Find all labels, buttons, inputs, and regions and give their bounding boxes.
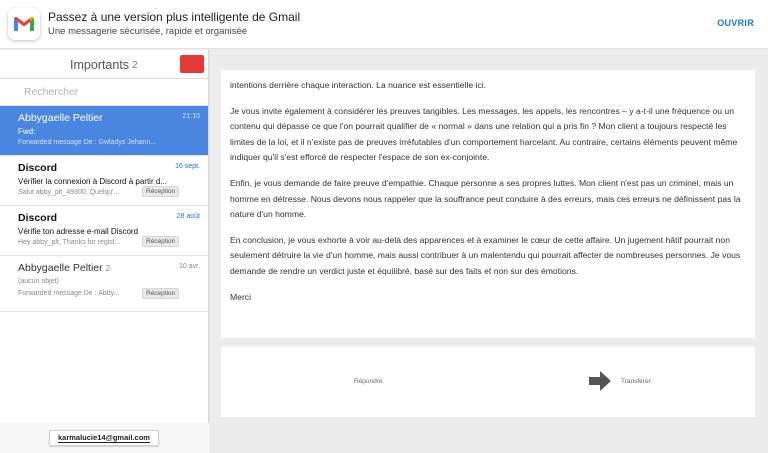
mail-date: 28 août <box>176 213 200 220</box>
message-paragraph: Merci <box>230 291 252 302</box>
mail-item[interactable] <box>0 256 208 312</box>
open-app-button[interactable]: OUVRIR <box>717 18 754 28</box>
mail-snippet: Forwarded message De : Gwladys Jehann... <box>18 139 157 146</box>
mail-subject: Vérifie ton adresse e-mail Discord <box>18 227 139 236</box>
mail-sender <box>18 262 110 274</box>
mail-item[interactable] <box>0 206 208 256</box>
account-email: karmalucie14@gmail.com <box>58 433 150 442</box>
folder-count: 2 <box>132 60 138 71</box>
mail-snippet: Hey abby_plt, Thanks for regist... <box>18 239 121 246</box>
reply-button[interactable]: Répondre <box>354 378 383 385</box>
forward-button[interactable]: Transférer <box>621 378 651 385</box>
forward-arrow-icon[interactable] <box>589 371 611 396</box>
mail-date: 16 sept. <box>175 163 200 170</box>
thread-count: 2 <box>105 264 111 273</box>
app-banner <box>0 0 768 49</box>
mail-subject: Vérifier la connexion à Discord à partir d... <box>18 177 167 186</box>
mail-item[interactable] <box>0 156 208 206</box>
mail-date: 10 avr. <box>178 263 200 270</box>
message-paragraph: Enfin, je vous demande de faire preuve d'empathie. Chaque personne a ses propres luttes. Mon client n'est pas un criminel, mais un homme en détresse. Nous devons nous rappeler que la souffrance peut conduire à des erreurs, mais ces erreurs ne définissent pas la nature d'un homme. <box>230 177 741 220</box>
mail-subject: (aucun objet) <box>18 278 59 285</box>
account-area <box>0 423 209 453</box>
banner-subtitle: Une messagerie sécurisée, rapide et organisée <box>48 26 248 37</box>
mail-date: 21:10 <box>182 113 200 120</box>
bottom-bar <box>0 423 768 453</box>
mail-sender: Discord <box>18 212 58 224</box>
mail-snippet: Salut abby_plt_49300, Quelqu'... <box>18 189 120 196</box>
inbox-label-badge: Réception <box>142 236 179 247</box>
mail-sender-name: Abbygaelle Peltier <box>18 262 103 274</box>
account-switcher-button[interactable] <box>49 430 159 446</box>
gmail-logo-icon <box>8 8 40 40</box>
folder-name[interactable]: Importants <box>70 58 130 72</box>
message-paragraph: intentions derrière chaque interaction. La nuance est essentielle ici. <box>230 80 487 90</box>
mail-sender: Abbygaelle Peltier <box>18 112 103 124</box>
folder-header <box>0 50 208 79</box>
inbox-label-badge: Réception <box>142 186 179 197</box>
compose-button[interactable] <box>180 55 204 73</box>
mail-snippet: Forwarded message De : Abby... <box>18 290 120 297</box>
banner-title: Passez à une version plus intelligente de Gmail <box>48 10 301 24</box>
inbox-label-badge: Réception <box>142 288 179 299</box>
mail-list-panel <box>0 50 209 423</box>
search-input[interactable] <box>24 86 194 98</box>
mail-item[interactable] <box>0 106 208 156</box>
message-body <box>221 70 755 338</box>
mail-sender: Discord <box>18 162 58 174</box>
message-paragraph: Je vous invite également à considérer les preuves tangibles. Les messages, les appels, les rencontres – y a-t-il une fréquence ou un contenu qui dépasse ce que l'on pourrait qualifier de « normal » dans une relation qui a pris fin ? Mon client a toujours respecté les limites de la loi, et il n'existe pas de preuves irréfutables d'un comportement harcelant. Au contraire, certains éléments peuvent même indiquer qu'il s'est efforcé de respecter l'espace de son ex-conjointe. <box>230 105 738 163</box>
mail-subject: Fwd: <box>18 127 36 136</box>
message-paragraph: En conclusion, je vous exhorte à voir au-delà des apparences et à examiner le cœur de cette affaire. Un jugement hâtif pourrait non seulement détruire la vie d'un homme, mais aussi contribuer à un malentendu qui pourrait affecter de nombreuses personnes. Je vous demande de rendre un verdict juste et équilibré, basé sur des faits et non sur des émotions. <box>230 234 741 276</box>
search-bar <box>0 79 208 106</box>
message-actions <box>221 347 755 417</box>
